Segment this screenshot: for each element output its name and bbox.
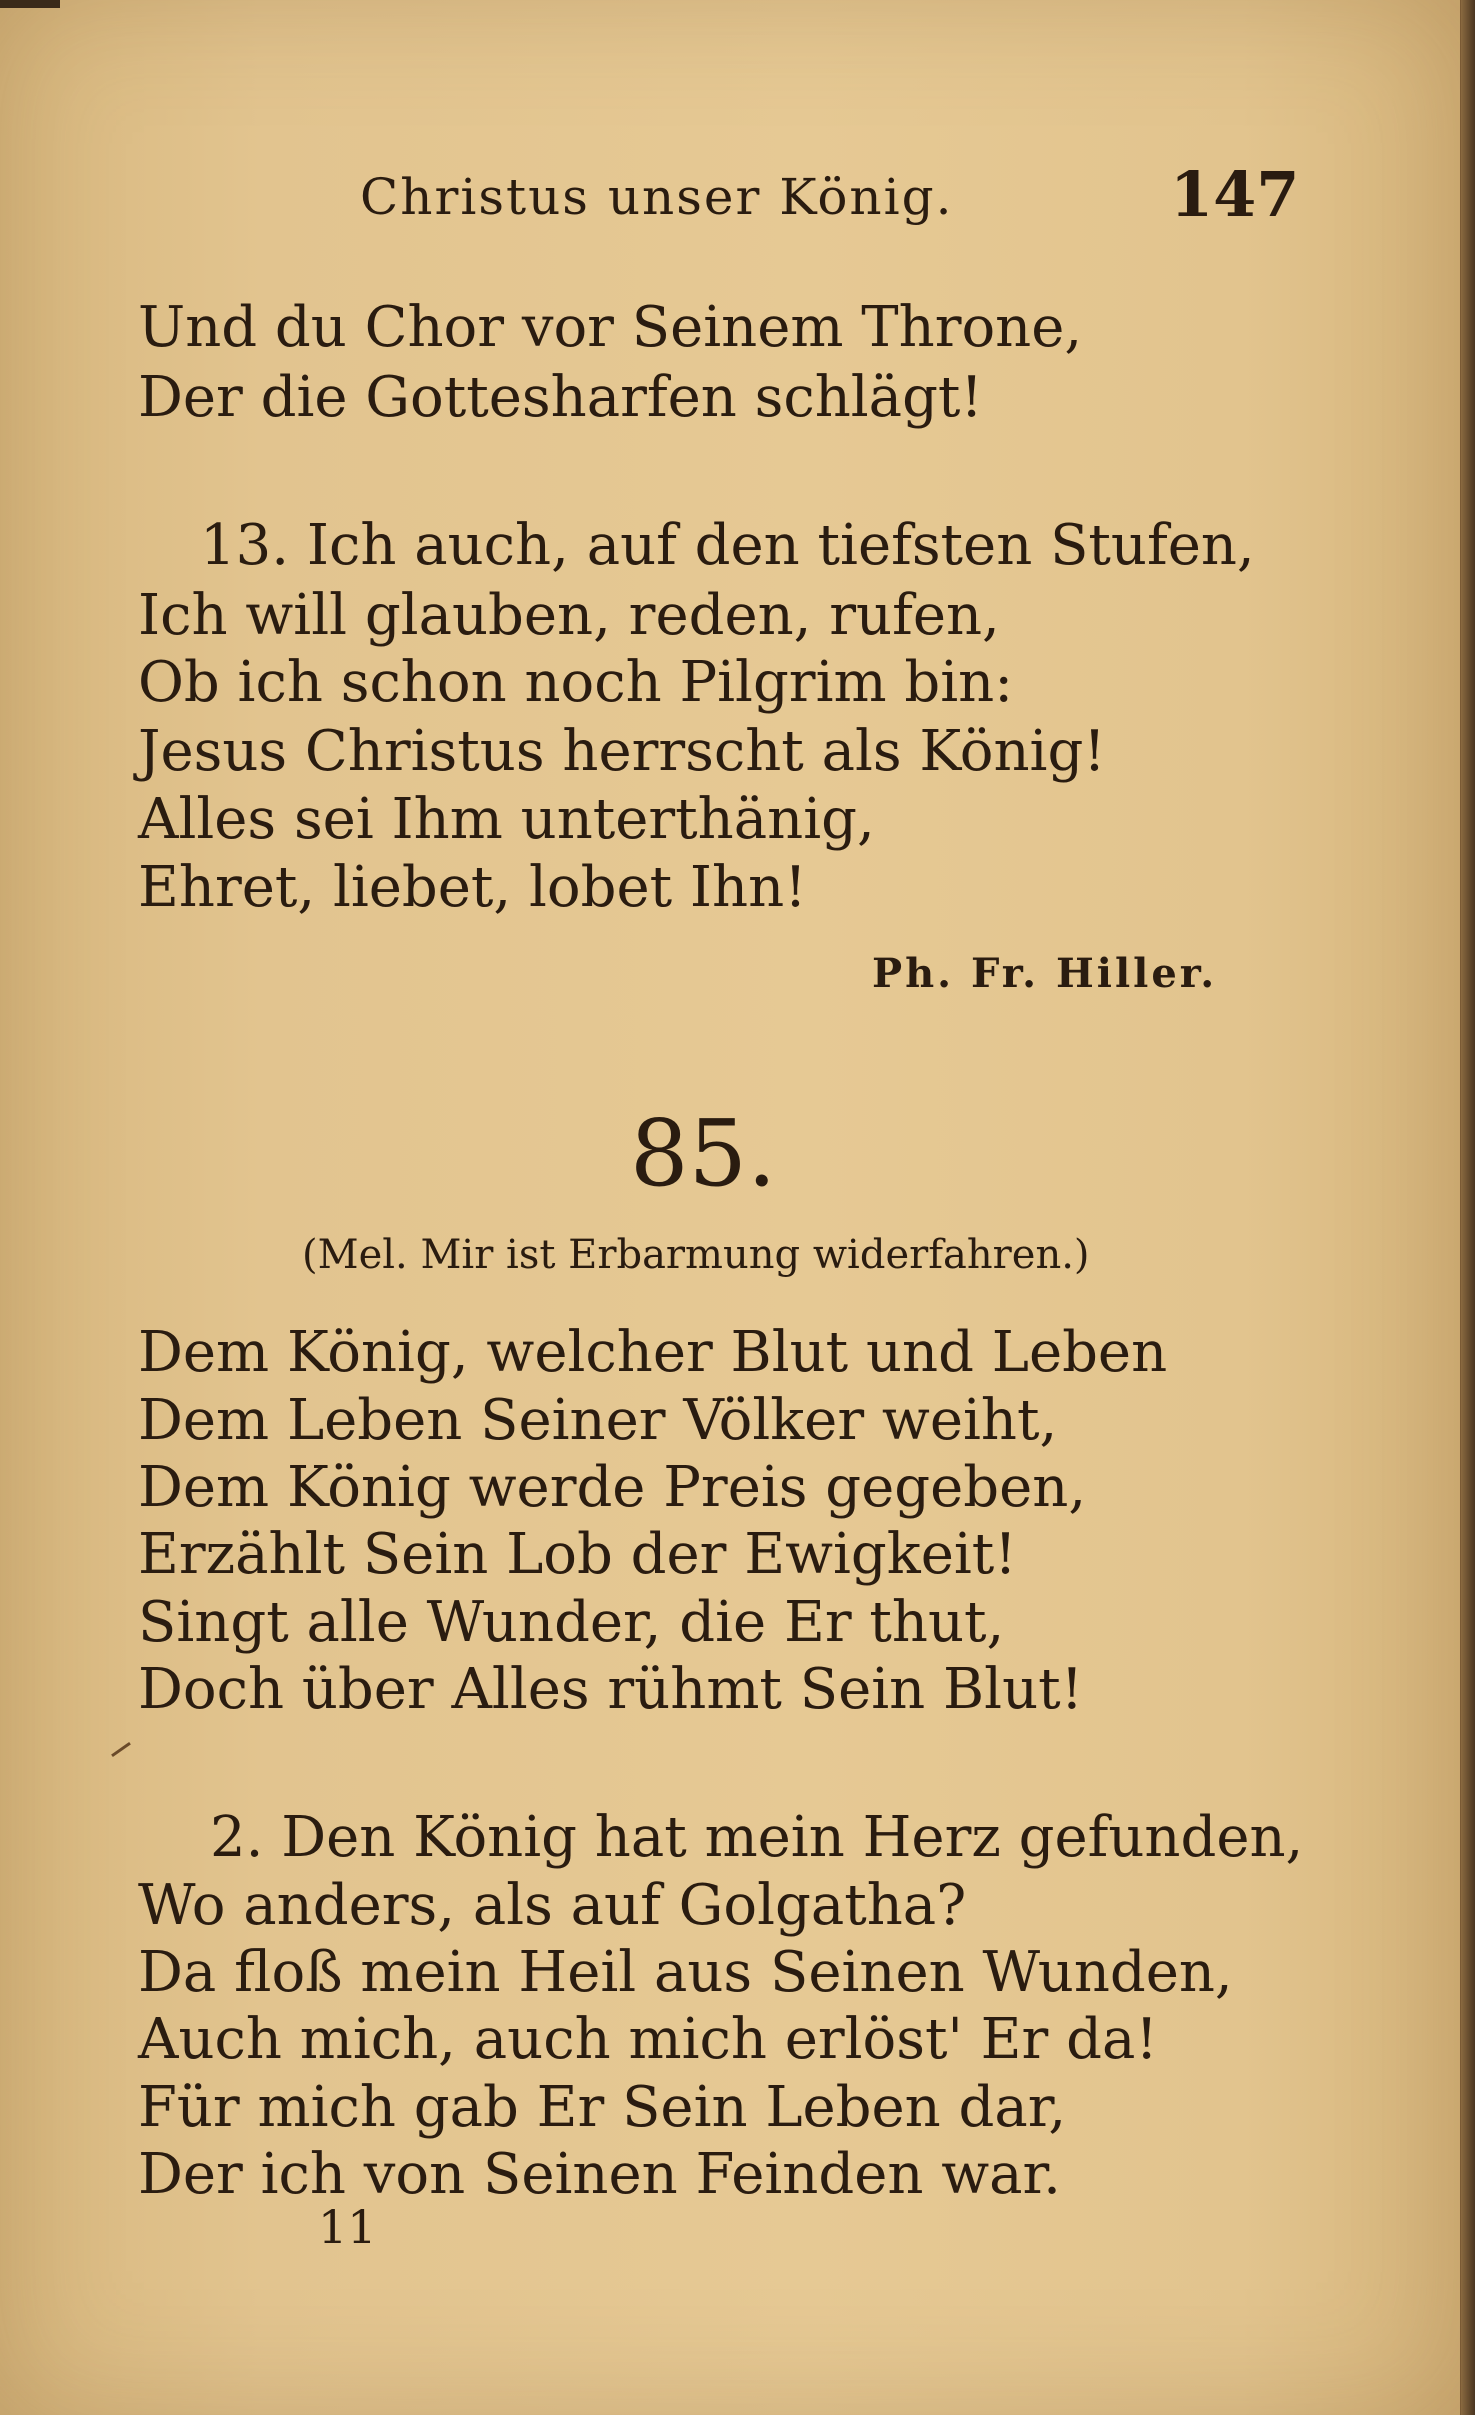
signature-mark: 11 <box>318 2200 377 2254</box>
stray-mark <box>111 1742 131 1757</box>
page-binding-edge <box>1461 0 1475 2415</box>
verse-line: Ob ich schon noch Pilgrim bin: <box>138 650 1014 715</box>
verse-line: Dem König werde Preis gegeben, <box>138 1455 1087 1520</box>
page-number: 147 <box>1170 158 1300 231</box>
verse-line: Da floß mein Heil aus Seinen Wunden, <box>138 1940 1233 2005</box>
verse-line: Ehret, liebet, lobet Ihn! <box>138 855 807 920</box>
running-head: Christus unser König. <box>360 168 954 226</box>
verse-line: Doch über Alles rühmt Sein Blut! <box>138 1657 1084 1722</box>
verse-line: Auch mich, auch mich erlöst' Er da! <box>138 2007 1158 2072</box>
verse-line: Der ich von Seinen Feinden war. <box>138 2142 1061 2207</box>
verse-line: Dem König, welcher Blut und Leben <box>138 1320 1168 1385</box>
verse-line: Wo anders, als auf Golgatha? <box>138 1873 967 1938</box>
verse-line: 2. Den König hat mein Herz gefunden, <box>210 1805 1304 1870</box>
hymn-number: 85. <box>630 1100 777 1207</box>
verse-line: Und du Chor vor Seinem Throne, <box>138 295 1083 360</box>
verse-line: Dem Leben Seiner Völker weiht, <box>138 1388 1058 1453</box>
verse-line: Ich will glauben, reden, rufen, <box>138 583 1000 648</box>
verse-line: Der die Gottesharfen schlägt! <box>138 365 983 430</box>
verse-line: Erzählt Sein Lob der Ewigkeit! <box>138 1522 1017 1587</box>
verse-line: 13. Ich auch, auf den tiefsten Stufen, <box>200 513 1255 578</box>
verse-line: Alles sei Ihm unterthänig, <box>138 787 875 852</box>
melody-note: (Mel. Mir ist Erbarmung widerfahren.) <box>302 1232 1090 1278</box>
verse-line: Jesus Christus herrscht als König! <box>138 719 1106 784</box>
page-edge-mark <box>0 0 60 8</box>
verse-line: Für mich gab Er Sein Leben dar, <box>138 2075 1067 2140</box>
verse-line: Singt alle Wunder, die Er thut, <box>138 1590 1005 1655</box>
hymn-author: Ph. Fr. Hiller. <box>872 950 1218 997</box>
